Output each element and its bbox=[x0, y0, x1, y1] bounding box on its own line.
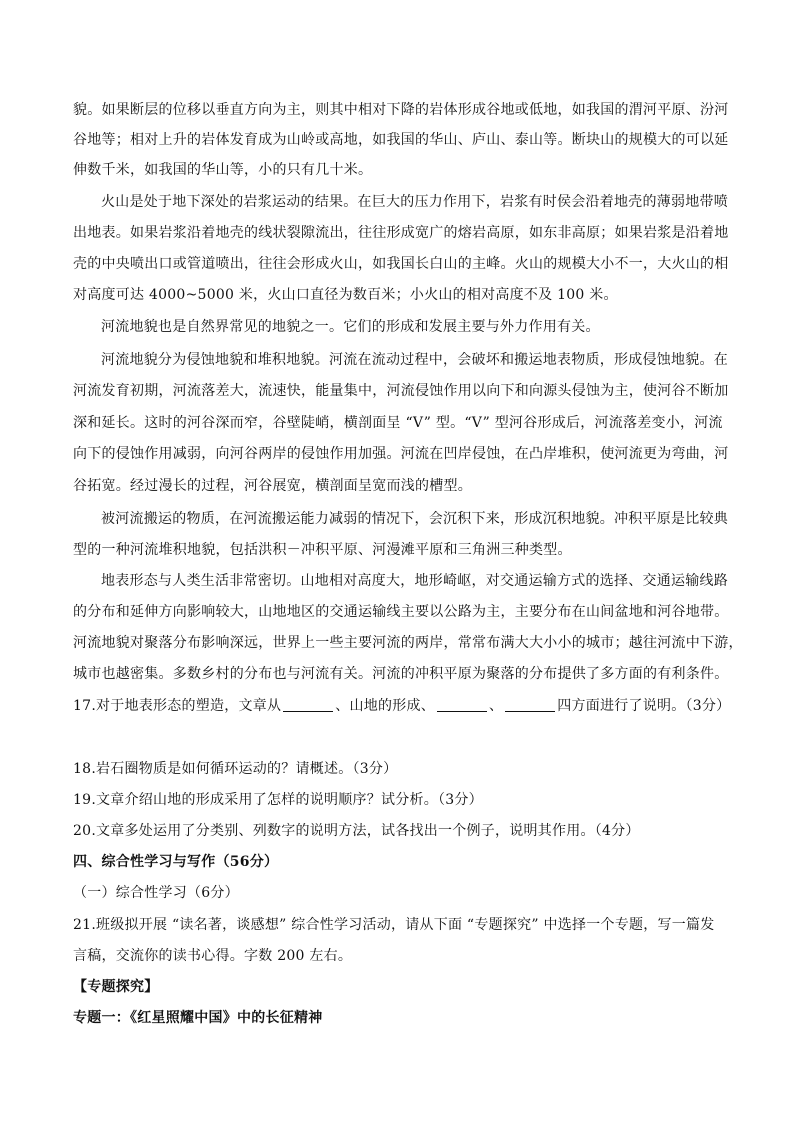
passage-line: 地表形态与人类生活非常密切。山地相对高度大，地形崎岖，对交通运输方式的选择、交通运输线路 bbox=[101, 573, 728, 589]
passage-line: 的分布和延伸方向影响较大，山地地区的交通运输线主要以公路为主，主要分布在山间盆地和河谷地带。 bbox=[73, 604, 729, 620]
passage-line: 型的一种河流堆积地貌，包括洪积－冲积平原、河漫滩平原和三角洲三种类型。 bbox=[73, 542, 572, 558]
q17-text: 、山地的形成、 bbox=[335, 698, 436, 714]
passage-line: 向下的侵蚀作用减弱，向河谷两岸的侵蚀作用加强。河流在凹岸侵蚀，在凸岸堆积，使河流更为弯曲，河 bbox=[73, 446, 729, 462]
passage-line: 谷拓宽。经过漫长的过程，河谷展宽，横剖面呈宽而浅的槽型。 bbox=[73, 478, 472, 494]
topic-one: 专题一：《红星照耀中国》中的长征精神 bbox=[73, 1010, 323, 1026]
passage-line: 壳的中央喷出口或管道喷出，往往会形成火山，如我国长白山的主峰。火山的规模大小不一，大火山的相 bbox=[73, 256, 729, 272]
question-18: 18.岩石圈物质是如何循环运动的？请概述。（3分） bbox=[73, 761, 398, 777]
passage-line: 火山是处于地下深处的岩浆运动的结果。在巨大的压力作用下，岩浆有时侯会沿着地壳的薄弱地带喷 bbox=[101, 194, 728, 210]
question-21: 言稿，交流你的读书心得。字数 200 左右。 bbox=[73, 948, 353, 964]
question-19: 19.文章介绍山地的形成采用了怎样的说明顺序？试分析。（3分） bbox=[73, 792, 483, 808]
q17-text: 17.对于地表形态的塑造，文章从 bbox=[73, 698, 282, 714]
answer-blank[interactable] bbox=[437, 697, 487, 712]
topic-header: 【专题探究】 bbox=[73, 979, 159, 995]
passage-line: 河流发育初期，河流落差大，流速快，能量集中，河流侵蚀作用以向下和向源头侵蚀为主，使河谷不断加 bbox=[73, 383, 729, 399]
passage-line: 伸数千米，如我国的华山等，小的只有几十米。 bbox=[73, 162, 373, 178]
passage-line: 对高度可达 4000~5000 米，火山口直径为数百米；小火山的相对高度不及 100 米。 bbox=[73, 287, 618, 303]
passage-line: 深和延长。这时的河谷深而窄，谷壁陡峭，横剖面呈 “V” 型。“V” 型河谷形成后，河流落差变小，河流 bbox=[73, 415, 723, 431]
question-17 bbox=[73, 696, 731, 716]
passage-line: 河流地貌也是自然界常见的地貌之一。它们的形成和发展主要与外力作用有关。 bbox=[101, 319, 600, 335]
subsection-heading: （一）综合性学习（6分） bbox=[73, 885, 239, 901]
question-20: 20.文章多处运用了分类别、列数字的说明方法，试各找出一个例子，说明其作用。（4分） bbox=[73, 823, 640, 839]
q17-text: 四方面进行了说明。（3分） bbox=[557, 698, 731, 714]
passage-line: 出地表。如果岩浆沿着地壳的线状裂隙流出，往往形成宽广的熔岩高原，如东非高原；如果岩浆是沿着地 bbox=[73, 225, 729, 241]
section-heading: 四、综合性学习与写作（56分） bbox=[73, 854, 279, 870]
passage-line: 谷地等；相对上升的岩体发育成为山岭或高地，如我国的华山、庐山、泰山等。断块山的规模大的可以延 bbox=[73, 132, 729, 148]
passage-line: 河流地貌分为侵蚀地貌和堆积地貌。河流在流动过程中，会破坏和搬运地表物质，形成侵蚀地貌。在 bbox=[101, 352, 728, 368]
question-21: 21.班级拟开展 “读名著，谈感想” 综合性学习活动，请从下面 “专题探究” 中选择一个专题，写一篇发 bbox=[73, 917, 715, 933]
passage-line: 河流地貌对聚落分布影响深远，世界上一些主要河流的两岸，常常布满大大小小的城市；越往河流中下游， bbox=[73, 635, 743, 651]
answer-blank[interactable] bbox=[505, 697, 555, 712]
passage-line: 城市也越密集。多数乡村的分布也与河流有关。河流的冲积平原为聚落的分布提供了多方面的有利条件。 bbox=[73, 666, 729, 682]
passage-line: 被河流搬运的物质，在河流搬运能力减弱的情况下，会沉积下来，形成沉积地貌。冲积平原是比较典 bbox=[101, 511, 728, 527]
q17-text: 、 bbox=[489, 698, 504, 714]
passage-line: 貌。如果断层的位移以垂直方向为主，则其中相对下降的岩体形成谷地或低地，如我国的渭河平原、汾河 bbox=[73, 102, 729, 118]
answer-blank[interactable] bbox=[283, 697, 333, 712]
